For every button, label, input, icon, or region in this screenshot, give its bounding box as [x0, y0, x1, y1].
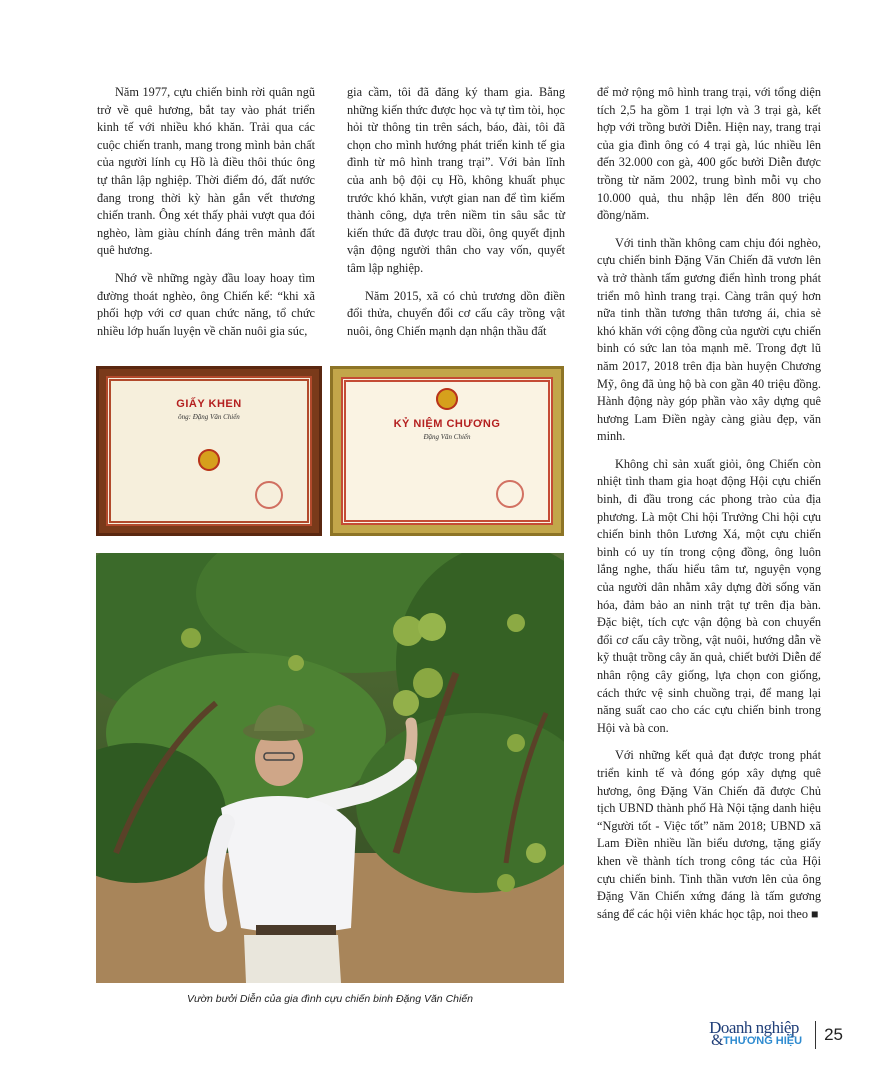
state-emblem-icon [198, 449, 220, 471]
certificate-giay-khen [106, 376, 312, 526]
certificate-frame-left [96, 366, 322, 536]
red-stamp-icon [496, 480, 524, 508]
paragraph: Không chỉ sản xuất giỏi, ông Chiến còn nhiệt tình tham gia hoạt động Hội cựu chiến binh, đi đầu trong các phong trào của địa phương. Là một Chi hội Trưởng Chi hội cựu chiến binh thôn Lương Xá, một cựu chiến binh có uy tín trong cộng đồng, ông luôn lắng nghe, thấu hiểu tâm tư, nguyện vọng của người dân nhằm xây dựng đời sống văn hóa, đảm bảo an ninh trật tự trên địa bàn. Đặc biệt, tích cực vận động bà con chuyển đổi cơ cấu cây trồng, vật nuôi, hướng dẫn về kỹ thuật trồng cây ăn quả, chiết bưởi Diễn để nhân rộng cây giống, lựa chọn con giống, cách thức vệ sinh chuồng trại, để mang lại năng suất cao cho các cựu chiến binh trong Hội và bà con. [597, 456, 821, 735]
paragraph: để mở rộng mô hình trang trại, với tổng diện tích 2,5 ha gồm 1 trại lợn và 3 trại gà, kết hợp với trồng bưởi Diễn. Hiện nay, trang trại của gia đình ông có 4 trại gà, lúc nhiều lên đến 32.000 con gà, 400 gốc bưởi Diễn được trồng từ năm 2002, trung bình mỗi vụ cho 10.000 quả, thu nhập lên đến 800 triệu đồng/năm. [597, 85, 821, 223]
logo-line-2: THƯƠNG HIỆU [723, 1035, 803, 1047]
page-number: 25 [824, 1025, 843, 1044]
pomelo-garden-photo [96, 553, 564, 983]
logo-line-1: Doanh nghiệp [709, 1018, 799, 1037]
state-emblem-icon [436, 388, 458, 410]
article-column-2 [347, 84, 565, 350]
paragraph: Với tinh thần không cam chịu đói nghèo, cựu chiến binh Đặng Văn Chiến đã vươn lên và trở thành tấm gương điển hình trong phát triển mô hình trang trại. Càng trân quý hơn nữa tinh thần tương thân tương ái, chia sẻ khó khăn với cộng đồng của người cựu chiến binh có sức lan tỏa mạnh mẽ. Trong đợt lũ năm 2017, 2018 trên địa bàn huyện Chương Mỹ, ông đã ủng hộ bà con gần 40 triệu đồng. Hành động này góp phần vào xây dựng quê hương Lam Điền ngày càng giàu đẹp, văn minh. [597, 235, 821, 444]
certificate-title: GIẤY KHEN [176, 398, 242, 410]
footer-divider [815, 1021, 816, 1049]
magazine-logo [709, 1018, 807, 1052]
paragraph: Với những kết quả đạt được trong phát triển kinh tế và đóng góp xây dựng quê hương, ông Đặng Văn Chiến đã được Chủ tịch UBND thành phố Hà Nội tặng danh hiệu “Người tốt - Việc tốt” năm 2018; UBND xã Lam Điền nhiều lần biểu dương, tặng giấy khen về thành tích trong công tác của Hội cựu chiến binh. Tinh thần vươn lên của ông Đặng Văn Chiến xứng đáng là tấm gương sáng để các hội viên khác học tập, noi theo ■ [597, 748, 821, 921]
logo-ampersand: & [711, 1032, 724, 1049]
certificate-title: KỶ NIỆM CHƯƠNG [393, 418, 501, 430]
photo-caption: Vườn bưởi Diễn của gia đình cựu chiến binh Đặng Văn Chiến [187, 993, 473, 1005]
paragraph: gia cầm, tôi đã đăng ký tham gia. Bằng những kiến thức được học và tự tìm tòi, học hỏi từ thông tin trên sách, báo, đài, tôi đã chọn cho mình hướng phát triển kinh tế gia đình từ mô hình trang trại”. Với bản lĩnh của anh bộ đội cụ Hồ, không khuất phục trước khó khăn, vượt gian nan để tìm kiếm thành công, dựa trên niềm tin sâu sắc từ kiến thức đã được trau dồi, ông quyết định vận động người thân cho vay vốn, quyết tâm lập nghiệp. [347, 85, 565, 275]
paragraph: Nhớ về những ngày đầu loay hoay tìm đường thoát nghèo, ông Chiến kể: “khi xã phối hợp với cơ quan chức năng, tổ chức nhiều lớp huấn luyện về chăn nuôi gia súc, [97, 270, 315, 338]
page-footer [709, 1018, 843, 1052]
paragraph: Năm 2015, xã có chủ trương dồn điền đổi thửa, chuyển đổi cơ cấu cây trồng vật nuôi, ông Chiến mạnh dạn nhận thầu đất [347, 288, 565, 338]
article-column-3 [597, 84, 821, 933]
red-stamp-icon [255, 481, 283, 509]
certificate-frame-right [330, 366, 564, 536]
certificate-recipient: Đặng Văn Chiến [423, 433, 471, 441]
paragraph: Năm 1977, cựu chiến binh rời quân ngũ trở về quê hương, bắt tay vào phát triển kinh tế với nhiều khó khăn. Trải qua các cuộc chiến tranh, mang trong mình bản chất của người lính cụ Hồ là điều thôi thúc ông tự thân lập nghiệp. Thời điểm đó, đất nước đang trong thời kỳ hàn gắn vết thương chiến tranh. Ông xét thấy phải vượt qua đói nghèo, làm giàu chính đáng trên mảnh đất quê hương. [97, 85, 315, 258]
certificate-ky-niem-chuong [341, 377, 553, 525]
article-column-1 [97, 84, 315, 350]
certificate-recipient: ông: Đặng Văn Chiến [178, 413, 240, 421]
pomelo-garden-illustration [96, 553, 564, 983]
